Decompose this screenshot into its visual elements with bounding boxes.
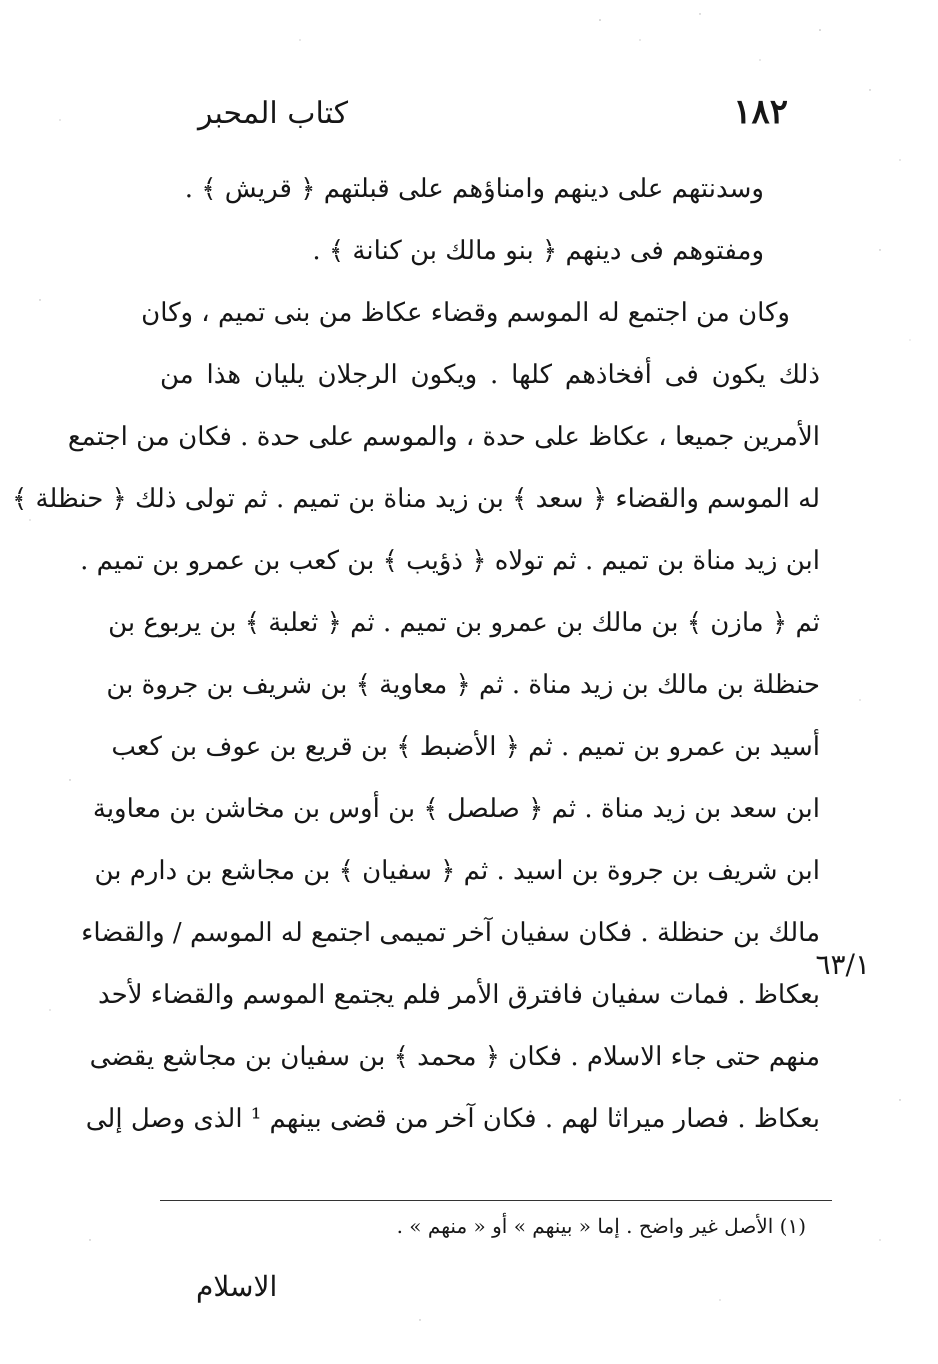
margin-folio-note: ٦٣/١ [815, 948, 870, 981]
text-line: وسدنتهم على دينهم وامناؤهم على قبلتهم ﴿ قريش ﴾ . [184, 174, 764, 204]
text-line: أسيد بن عمرو بن تميم . ثم ﴿ الأضبط ﴾ بن قريع بن عوف بن كعب [111, 732, 820, 762]
text-line: مالك بن حنظلة . فكان سفيان آخر تميمى اجتمع له الموسم / والقضاء [81, 918, 820, 948]
text-line: وكان من اجتمع له الموسم وقضاء عكاظ من بنى تميم ، وكان [141, 298, 790, 328]
main-text [11, 158, 820, 1150]
text-line: له الموسم والقضاء ﴿ سعد ﴾ بن زيد مناة بن تميم . ثم تولى ذلك ﴿ حنظلة ﴾ [11, 484, 820, 514]
catchword: الاسلام [196, 1270, 278, 1303]
text-line: ثم ﴿ مازن ﴾ بن مالك بن عمرو بن تميم . ثم ﴿ ثعلبة ﴾ بن يربوع بن [108, 608, 820, 638]
footnote-separator [160, 1200, 832, 1201]
text-line: ابن سعد بن زيد مناة . ثم ﴿ صلصل ﴾ بن أوس بن مخاشن بن معاوية [92, 794, 820, 824]
text-line: بعكاظ . فمات سفيان فافترق الأمر فلم يجتمع الموسم والقضاء لأحد [97, 980, 820, 1010]
text-line: حنظلة بن مالك بن زيد مناة . ثم ﴿ معاوية ﴾ بن شريف بن جروة بن [106, 670, 820, 700]
running-title: كتاب المحبر [197, 96, 348, 131]
text-line: منهم حتى جاء الاسلام . فكان ﴿ محمد ﴾ بن سفيان بن مجاشع يقضى [89, 1042, 820, 1072]
text-line: بعكاظ . فصار ميراثا لهم . فكان آخر من قضى بينهم ¹ الذى وصل إلى [85, 1104, 820, 1134]
page-number: ١٨٢ [733, 92, 788, 132]
footnote: (١) الأصل غير واضح . إما « بينهم » أو « منهم » . [396, 1214, 806, 1238]
text-line: ومفتوهم فى دينهم ﴿ بنو مالك بن كنانة ﴾ . [312, 236, 764, 266]
text-line: ذلك يكون فى أفخاذهم كلها . ويكون الرجلان يليان هذا من [160, 360, 820, 390]
text-line: ابن شريف بن جروة بن اسيد . ثم ﴿ سفيان ﴾ بن مجاشع بن دارم بن [94, 856, 820, 886]
text-line: الأمرين جميعا ، عكاظ على حدة ، والموسم على حدة . فكان من اجتمع [67, 422, 820, 452]
text-line: ابن زيد مناة بن تميم . ثم تولاه ﴿ ذؤيب ﴾ بن كعب بن عمرو بن تميم . [80, 546, 820, 576]
